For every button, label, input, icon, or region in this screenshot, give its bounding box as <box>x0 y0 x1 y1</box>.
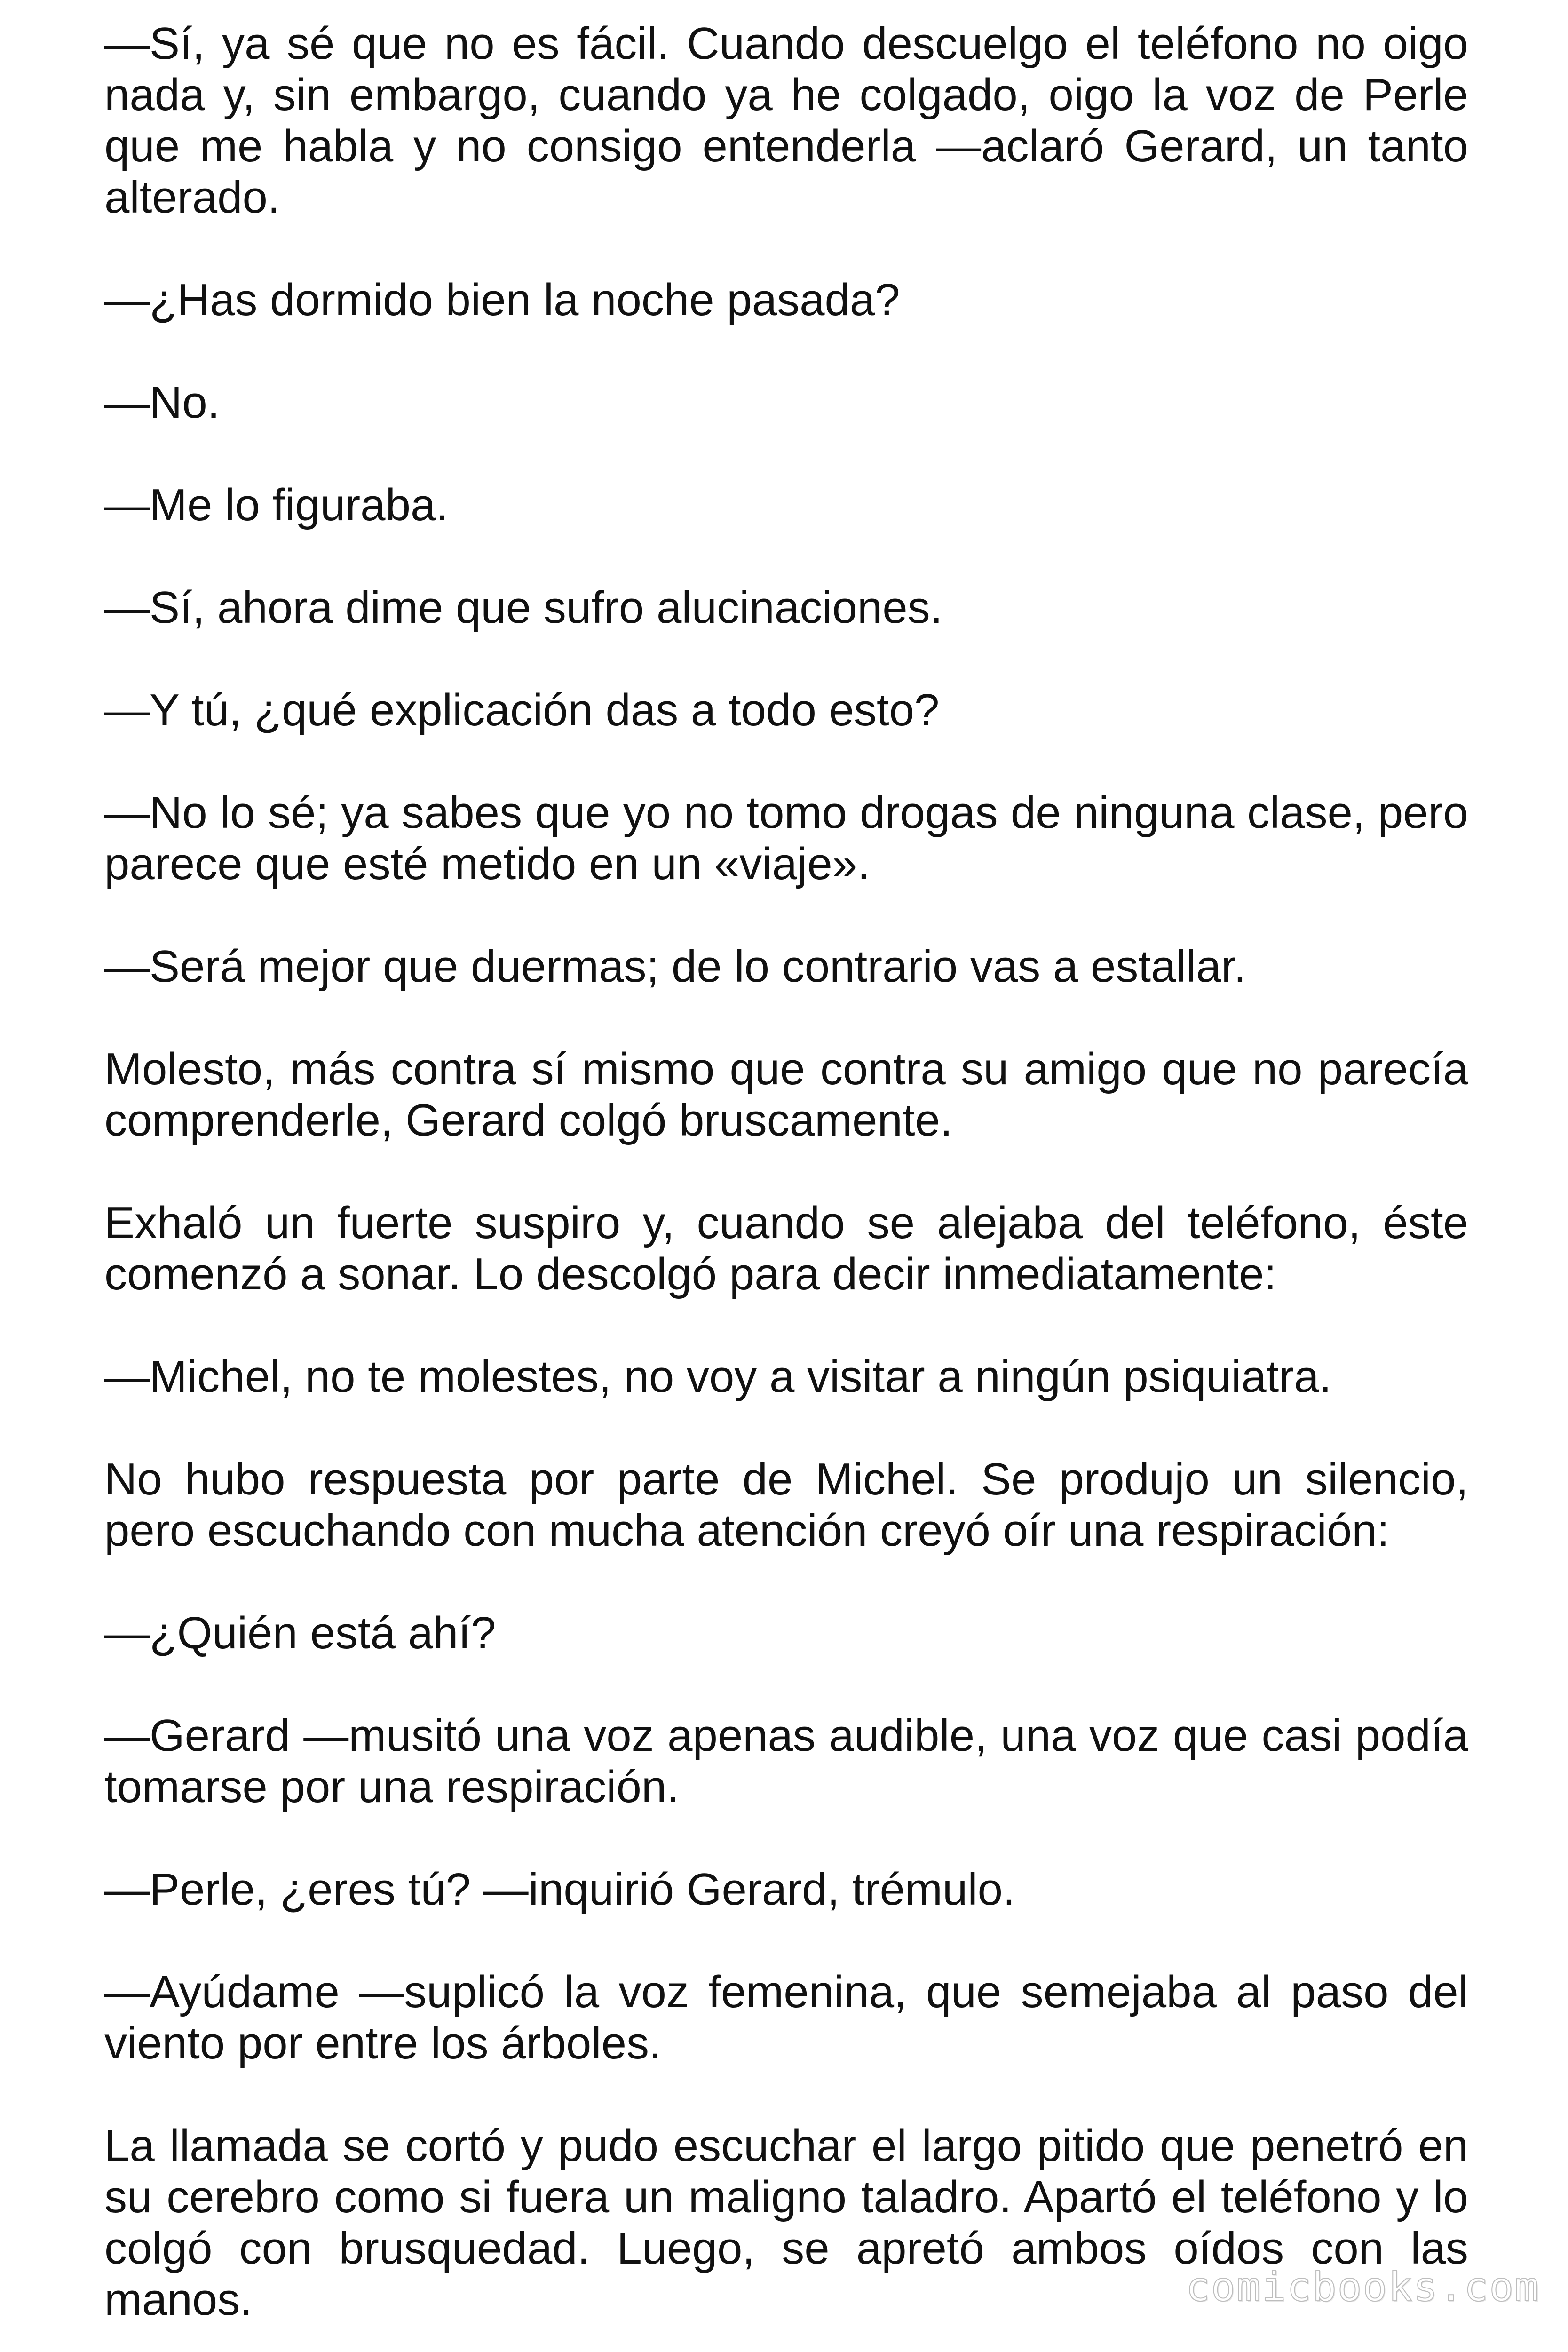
paragraph: —Será mejor que duermas; de lo contrario vas a estallar. <box>104 941 1246 992</box>
paragraph: —Y tú, ¿qué explicación das a todo esto? <box>104 685 940 735</box>
paragraph: —Sí, ahora dime que sufro alucinaciones. <box>104 582 943 633</box>
paragraph: —¿Quién está ahí? <box>104 1608 496 1658</box>
paragraph: —No. <box>104 377 220 428</box>
paragraph: —No lo sé; ya sabes que yo no tomo drogas de ninguna clase, pero parece que esté metido en un «viaje». <box>104 787 1468 889</box>
paragraph: —Sí, ya sé que no es fácil. Cuando descuelgo el teléfono no oigo nada y, sin embargo, cuando ya he colgado, oigo la voz de Perle que me habla y no consigo entenderla —aclaró Gerard, un tanto alterado. <box>104 18 1468 222</box>
paragraph: Exhaló un fuerte suspiro y, cuando se alejaba del teléfono, éste comenzó a sonar. Lo descolgó para decir inmediatamente: <box>104 1198 1468 1299</box>
paragraph: —Ayúdame —suplicó la voz femenina, que semejaba al paso del viento por entre los árboles. <box>104 1967 1468 2068</box>
paragraph: Molesto, más contra sí mismo que contra su amigo que no parecía comprenderle, Gerard colgó bruscamente. <box>104 1044 1468 1145</box>
watermark-logo: comicbooks.com <box>1186 2264 1540 2311</box>
paragraph: —Gerard —musitó una voz apenas audible, una voz que casi podía tomarse por una respiración. <box>104 1710 1468 1812</box>
paragraph: —Perle, ¿eres tú? —inquirió Gerard, trémulo. <box>104 1864 1015 1915</box>
paragraph: La llamada se cortó y pudo escuchar el largo pitido que penetró en su cerebro como si fuera un maligno taladro. Apartó el teléfono y lo colgó con brusquedad. Luego, se apretó ambos oídos con las manos. <box>104 2121 1468 2325</box>
paragraph: No hubo respuesta por parte de Michel. Se produjo un silencio, pero escuchando con mucha atención creyó oír una respiración: <box>104 1454 1468 1556</box>
paragraph: —Michel, no te molestes, no voy a visitar a ningún psiquiatra. <box>104 1351 1332 1402</box>
paragraph: —Me lo figuraba. <box>104 480 449 530</box>
paragraph: —¿Has dormido bien la noche pasada? <box>104 275 900 325</box>
document-body <box>104 18 1468 2325</box>
